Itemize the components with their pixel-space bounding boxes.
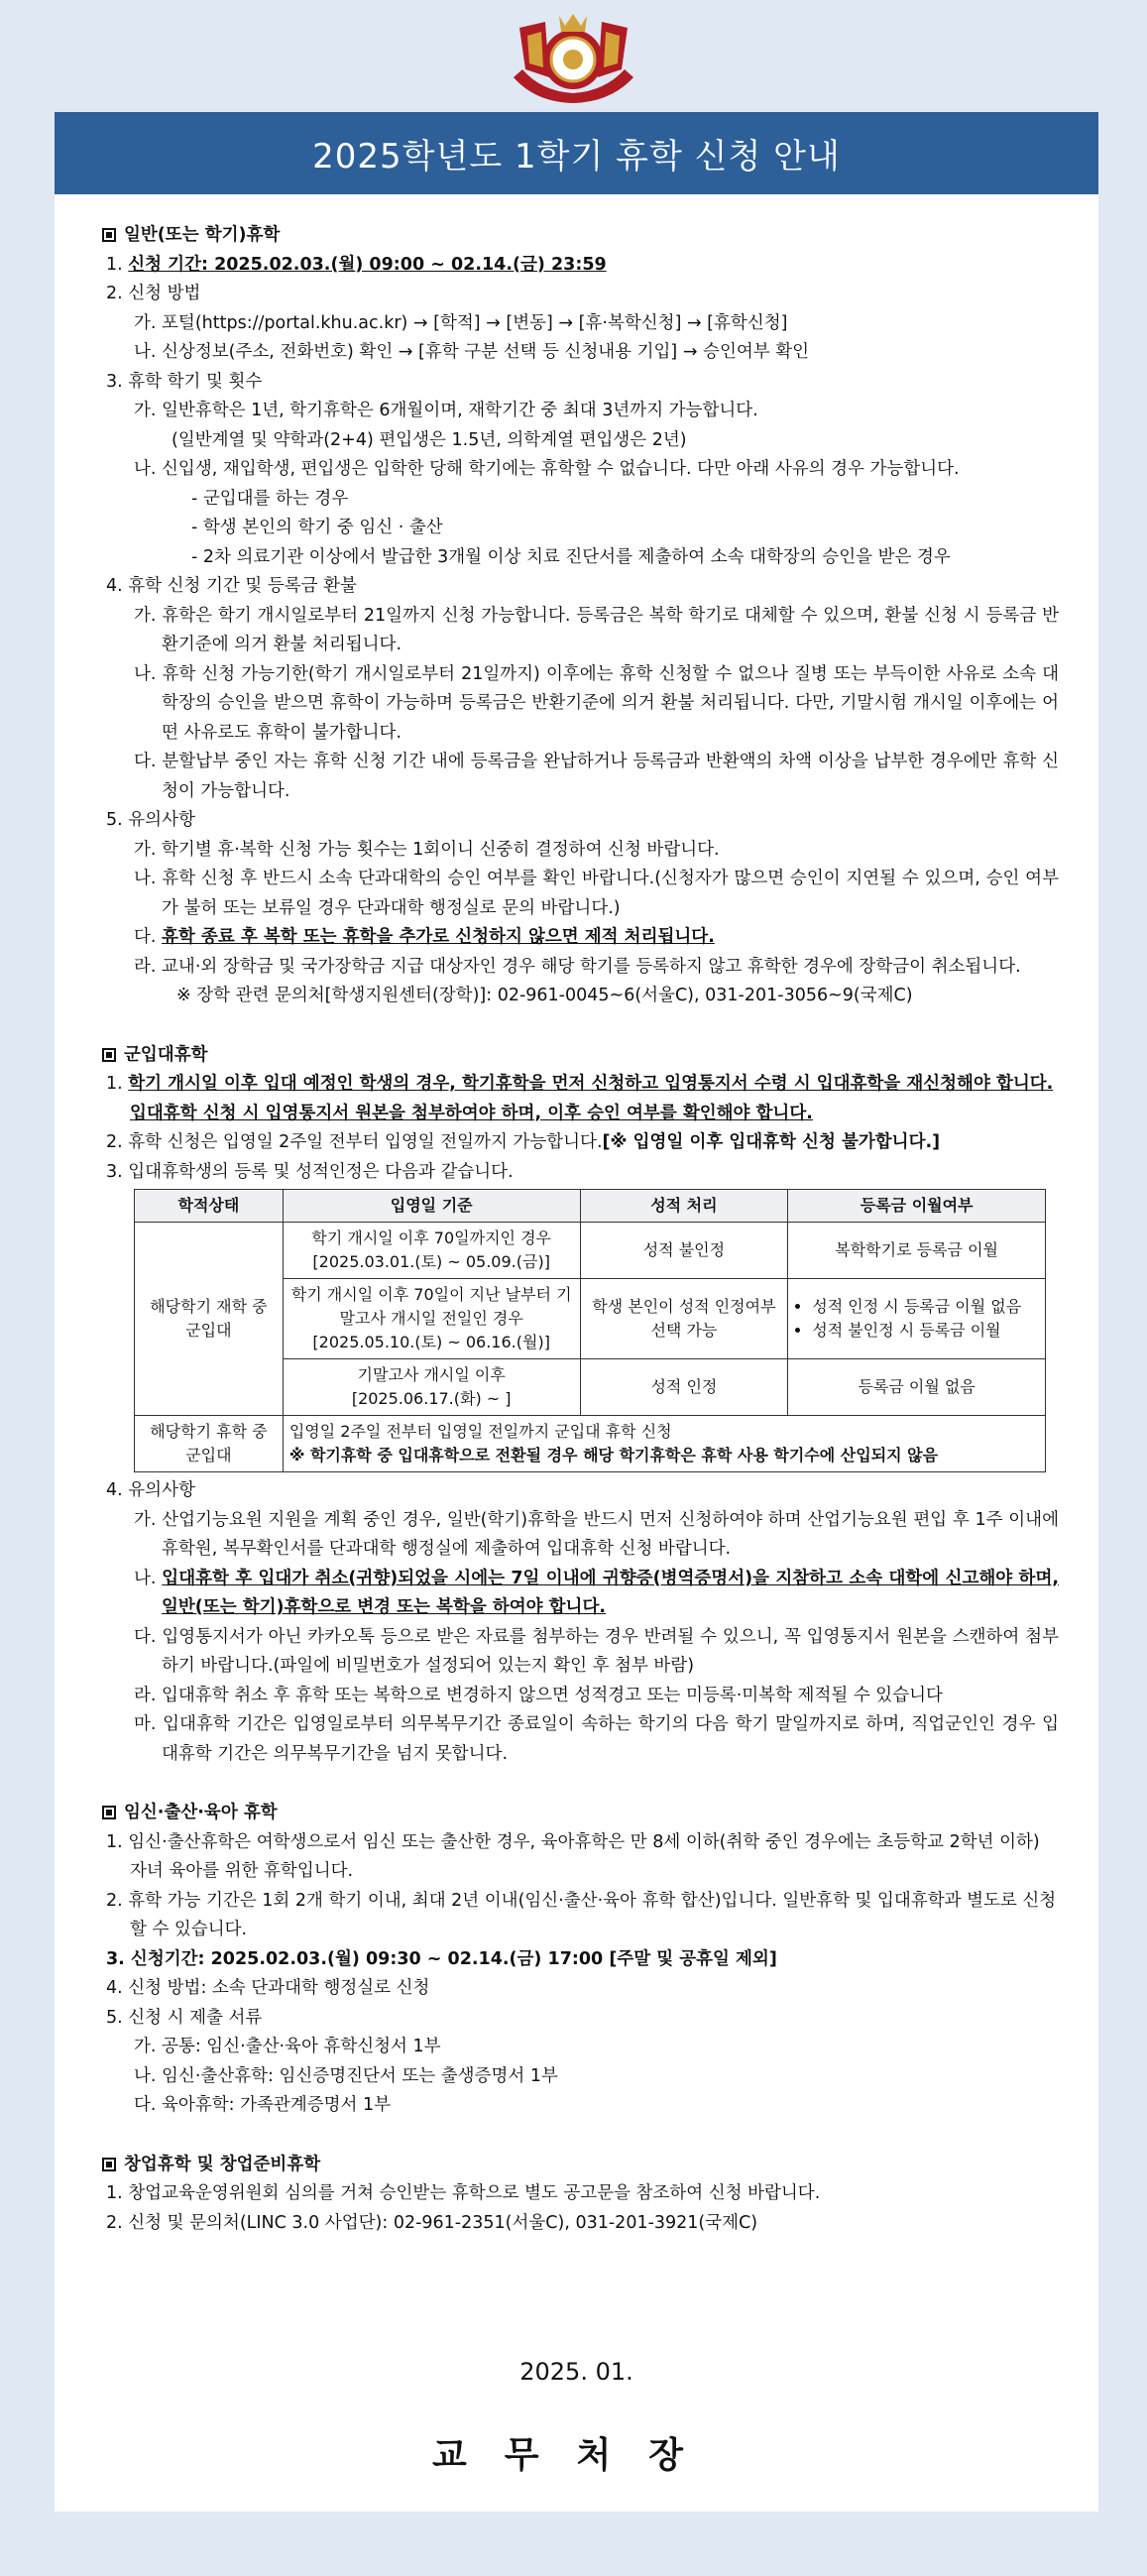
military-item-4: 4. 유의사항 [106, 1480, 195, 1500]
general-item-3: 3. 휴학 학기 및 횟수 [106, 371, 263, 392]
square-bullet-icon [102, 228, 116, 242]
general-item-3a: 가. 일반휴학은 1년, 학기휴학은 6개월이며, 재학기간 중 최대 3년까지 가능합니다. [134, 401, 758, 420]
notice-date: 2025. 01. [519, 2358, 633, 2386]
table-cell-tuition: 등록금 이월 없음 [788, 1359, 1046, 1416]
military-enrollment-table [134, 1189, 1046, 1472]
notice-body [102, 221, 1059, 2238]
general-item-2: 2. 신청 방법 [106, 284, 201, 303]
notice-page [55, 112, 1098, 2512]
parental-item-3: 3. 신청기간: 2025.02.03.(월) 09:30 ~ 02.14.(금) 17:00 [주말 및 공휴일 제외] [106, 1948, 777, 1969]
general-item-4: 4. 휴학 신청 기간 및 등록금 환불 [106, 576, 357, 596]
parental-item-1: 1. 임신·출산휴학은 여학생으로서 임신 또는 출산한 경우, 육아휴학은 만 8세 이하(취학 중인 경우에는 초등학교 2학년 이하) 자녀 육아를 위한 휴학입니다. [106, 1831, 1040, 1881]
general-item-3b: 나. 신입생, 재입학생, 편입생은 입학한 당해 학기에는 휴학할 수 없습니다. 다만 아래 사유의 경우 가능합니다. [134, 459, 960, 479]
table-cell-grade: 성적 불인정 [580, 1223, 788, 1279]
military-item-4d: 라. 입대휴학 취소 후 휴학 또는 복학으로 변경하지 않으면 성적경고 또는 미등록·미복학 제적될 수 있습니다 [134, 1685, 943, 1705]
table-header-row [135, 1190, 1046, 1223]
section-parental-title: 임신·출산·육아 휴학 [102, 1799, 1059, 1828]
parental-item-5a: 가. 공통: 임신·출산·육아 휴학신청서 1부 [134, 2037, 441, 2056]
general-item-5c: 다. 휴학 종료 후 복학 또는 휴학을 추가로 신청하지 않으면 제적 처리됩니다. [134, 927, 715, 947]
military-item-4e: 마. 입대휴학 기간은 입영일로부터 의무복무기간 종료일이 속하는 학기의 다음 학기 말일까지로 하며, 직업군인인 경우 입대휴학 기간은 의무복무기간을 넘지 못합니다. [134, 1714, 1059, 1764]
table-cell-grade: 학생 본인이 성적 인정여부 선택 가능 [580, 1279, 788, 1359]
table-cell-status: 해당학기 휴학 중 군입대 [135, 1416, 284, 1472]
startup-item-1: 1. 창업교육운영위원회 심의를 거쳐 승인받는 휴학으로 별도 공고문을 참조하여 신청 바랍니다. [106, 2183, 821, 2203]
general-item-5: 5. 유의사항 [106, 810, 195, 830]
table-row [135, 1223, 1046, 1279]
section-startup-title: 창업휴학 및 창업준비휴학 [102, 2151, 1059, 2180]
table-cell-tuition: 복학학기로 등록금 이월 [788, 1223, 1046, 1279]
issuer-signature: 교무처장 [431, 2435, 722, 2476]
general-item-4c: 다. 분할납부 중인 자는 휴학 신청 기간 내에 등록금을 완납하거나 등록금과 반환액의 차액 이상을 납부한 경우에만 휴학 신청이 가능합니다. [134, 752, 1059, 801]
general-item-4b: 나. 휴학 신청 가능기한(학기 개시일로부터 21일까지) 이후에는 휴학 신청할 수 없으나 질병 또는 부득이한 사유로 소속 대학장의 승인을 받으면 휴학이 가능하며 등록금은 반환기준에 의거 환불 처리됩니다. 다만, 기말시험 개시일 이후에는 어떤 사유로도 휴학이 불가합니다. [134, 663, 1059, 743]
table-header-cell: 학적상태 [135, 1190, 284, 1223]
parental-item-5c: 다. 육아휴학: 가족관계증명서 1부 [134, 2095, 392, 2115]
military-item-2: 2. 휴학 신청은 입영일 2주일 전부터 입영일 전일까지 가능합니다.[※ 입영일 이후 입대휴학 신청 불가합니다.] [106, 1132, 941, 1152]
table-cell-leave-note: 입영일 2주일 전부터 입영일 전일까지 군입대 휴학 신청 ※ 학기휴학 중 입대휴학으로 전환될 경우 해당 학기휴학은 휴학 사용 학기수에 산입되지 않음 [283, 1416, 1045, 1472]
general-item-5b: 나. 휴학 신청 후 반드시 소속 단과대학의 승인 여부를 확인 바랍니다.(신청자가 많으면 승인이 지연될 수 있으며, 승인 여부가 불허 또는 보류일 경우 단과대학 행정실로 문의 바랍니다.) [134, 869, 1059, 918]
square-bullet-icon [102, 1806, 116, 1819]
general-item-2a: 가. 포털(https://portal.khu.ac.kr) → [학적] → [변동] → [휴·복학신청] → [휴학신청] [134, 312, 788, 333]
general-item-3a-note: (일반계열 및 약학과(2+4) 편입생은 1.5년, 의학계열 편입생은 2년) [172, 429, 687, 450]
general-item-3b-2: - 학생 본인의 학기 중 임신 · 출산 [191, 518, 443, 537]
military-item-4a: 가. 산업기능요원 지원을 계획 중인 경우, 일반(학기)휴학을 반드시 먼저 신청하여야 하며 산업기능요원 편입 후 1주 이내에 휴학원, 복무확인서를 단과대학 행정실에 제출하여 입대휴학 신청 바랍니다. [134, 1509, 1059, 1559]
university-emblem [506, 8, 641, 107]
parental-item-4: 4. 신청 방법: 소속 단과대학 행정실로 신청 [106, 1978, 430, 1998]
section-military-title: 군입대휴학 [102, 1041, 1059, 1071]
table-header-cell: 성적 처리 [580, 1190, 788, 1223]
table-cell-status: 해당학기 재학 중 군입대 [135, 1223, 284, 1416]
table-cell-grade: 성적 인정 [580, 1359, 788, 1416]
table-cell-basis: 학기 개시일 이후 70일까지인 경우 [2025.03.01.(토) ~ 05.09.(금)] [283, 1223, 580, 1279]
general-item-3b-3: - 2차 의료기관 이상에서 발급한 3개월 이상 치료 진단서를 제출하여 소속 대학장의 승인을 받은 경우 [191, 546, 951, 567]
military-item-4b: 나. 입대휴학 후 입대가 취소(귀향)되었을 시에는 7일 이내에 귀향증(병역증명서)을 지참하고 소속 대학에 신고해야 하며, 일반(또는 학기)휴학으로 변경 또는 복학을 하여야 합니다. [134, 1568, 1059, 1617]
square-bullet-icon [102, 2158, 116, 2171]
parental-item-2: 2. 휴학 가능 기간은 1회 2개 학기 이내, 최대 2년 이내(임신·출산·육아 휴학 합산)입니다. 일반휴학 및 입대휴학과 별도로 신청할 수 있습니다. [106, 1890, 1057, 1939]
table-row [135, 1416, 1046, 1472]
military-item-4c: 다. 입영통지서가 아닌 카카오톡 등으로 받은 자료를 첨부하는 경우 반려될 수 있으니, 꼭 입영통지서 원본을 스캔하여 첨부하기 바랍니다.(파일에 비밀번호가 설정되어 있는지 확인 후 첨부 바람) [134, 1626, 1059, 1676]
table-cell-tuition: • 성적 인정 시 등록금 이월 없음 • 성적 불인정 시 등록금 이월 [788, 1279, 1046, 1359]
page-title: 2025학년도 1학기 휴학 신청 안내 [55, 112, 1098, 194]
parental-item-5: 5. 신청 시 제출 서류 [106, 2007, 263, 2028]
table-header-cell: 등록금 이월여부 [788, 1190, 1046, 1223]
section-general-title: 일반(또는 학기)휴학 [102, 221, 1059, 251]
military-item-3: 3. 입대휴학생의 등록 및 성적인정은 다음과 같습니다. [106, 1161, 514, 1182]
table-header-cell: 입영일 기준 [283, 1190, 580, 1223]
square-bullet-icon [102, 1048, 116, 1062]
parental-item-5b: 나. 임신·출산휴학: 임신증명진단서 또는 출생증명서 1부 [134, 2065, 558, 2086]
general-item-5d: 라. 교내·외 장학금 및 국가장학금 지급 대상자인 경우 해당 학기를 등록하지 않고 휴학한 경우에 장학금이 취소됩니다. [134, 956, 1021, 977]
startup-item-2: 2. 신청 및 문의처(LINC 3.0 사업단): 02-961-2351(서울C), 031-201-3921(국제C) [106, 2212, 758, 2233]
table-cell-basis: 기말고사 개시일 이후 [2025.06.17.(화) ~ ] [283, 1359, 580, 1416]
general-item-2b: 나. 신상정보(주소, 전화번호) 확인 → [휴학 구분 선택 등 신청내용 기입] → 승인여부 확인 [134, 342, 810, 362]
general-item-4a: 가. 휴학은 학기 개시일로부터 21일까지 신청 가능합니다. 등록금은 복학 학기로 대체할 수 있으며, 환불 신청 시 등록금 반환기준에 의거 환불 처리됩니다. [134, 605, 1059, 654]
general-item-1: 1. 신청 기간: 2025.02.03.(월) 09:00 ~ 02.14.(금) 23:59 [106, 254, 607, 275]
military-item-1: 1. 학기 개시일 이후 입대 예정인 학생의 경우, 학기휴학을 먼저 신청하고 입영통지서 수령 시 입대휴학을 재신청해야 합니다. 입대휴학 신청 시 입영통지서 원본을 첨부하여야 하며, 이후 승인 여부를 확인해야 합니다. [106, 1074, 1054, 1123]
scholarship-contact-note: ※ 장학 관련 문의처[학생지원센터(장학)]: 02-961-0045~6(서울C), 031-201-3056~9(국제C) [176, 986, 913, 1005]
general-item-3b-1: - 군입대를 하는 경우 [191, 488, 349, 509]
table-cell-basis: 학기 개시일 이후 70일이 지난 날부터 기말고사 개시일 전일인 경우 [2025.05.10.(토) ~ 06.16.(월)] [283, 1279, 580, 1359]
general-item-5a: 가. 학기별 휴·복학 신청 가능 횟수는 1회이니 신중히 결정하여 신청 바랍니다. [134, 839, 720, 860]
